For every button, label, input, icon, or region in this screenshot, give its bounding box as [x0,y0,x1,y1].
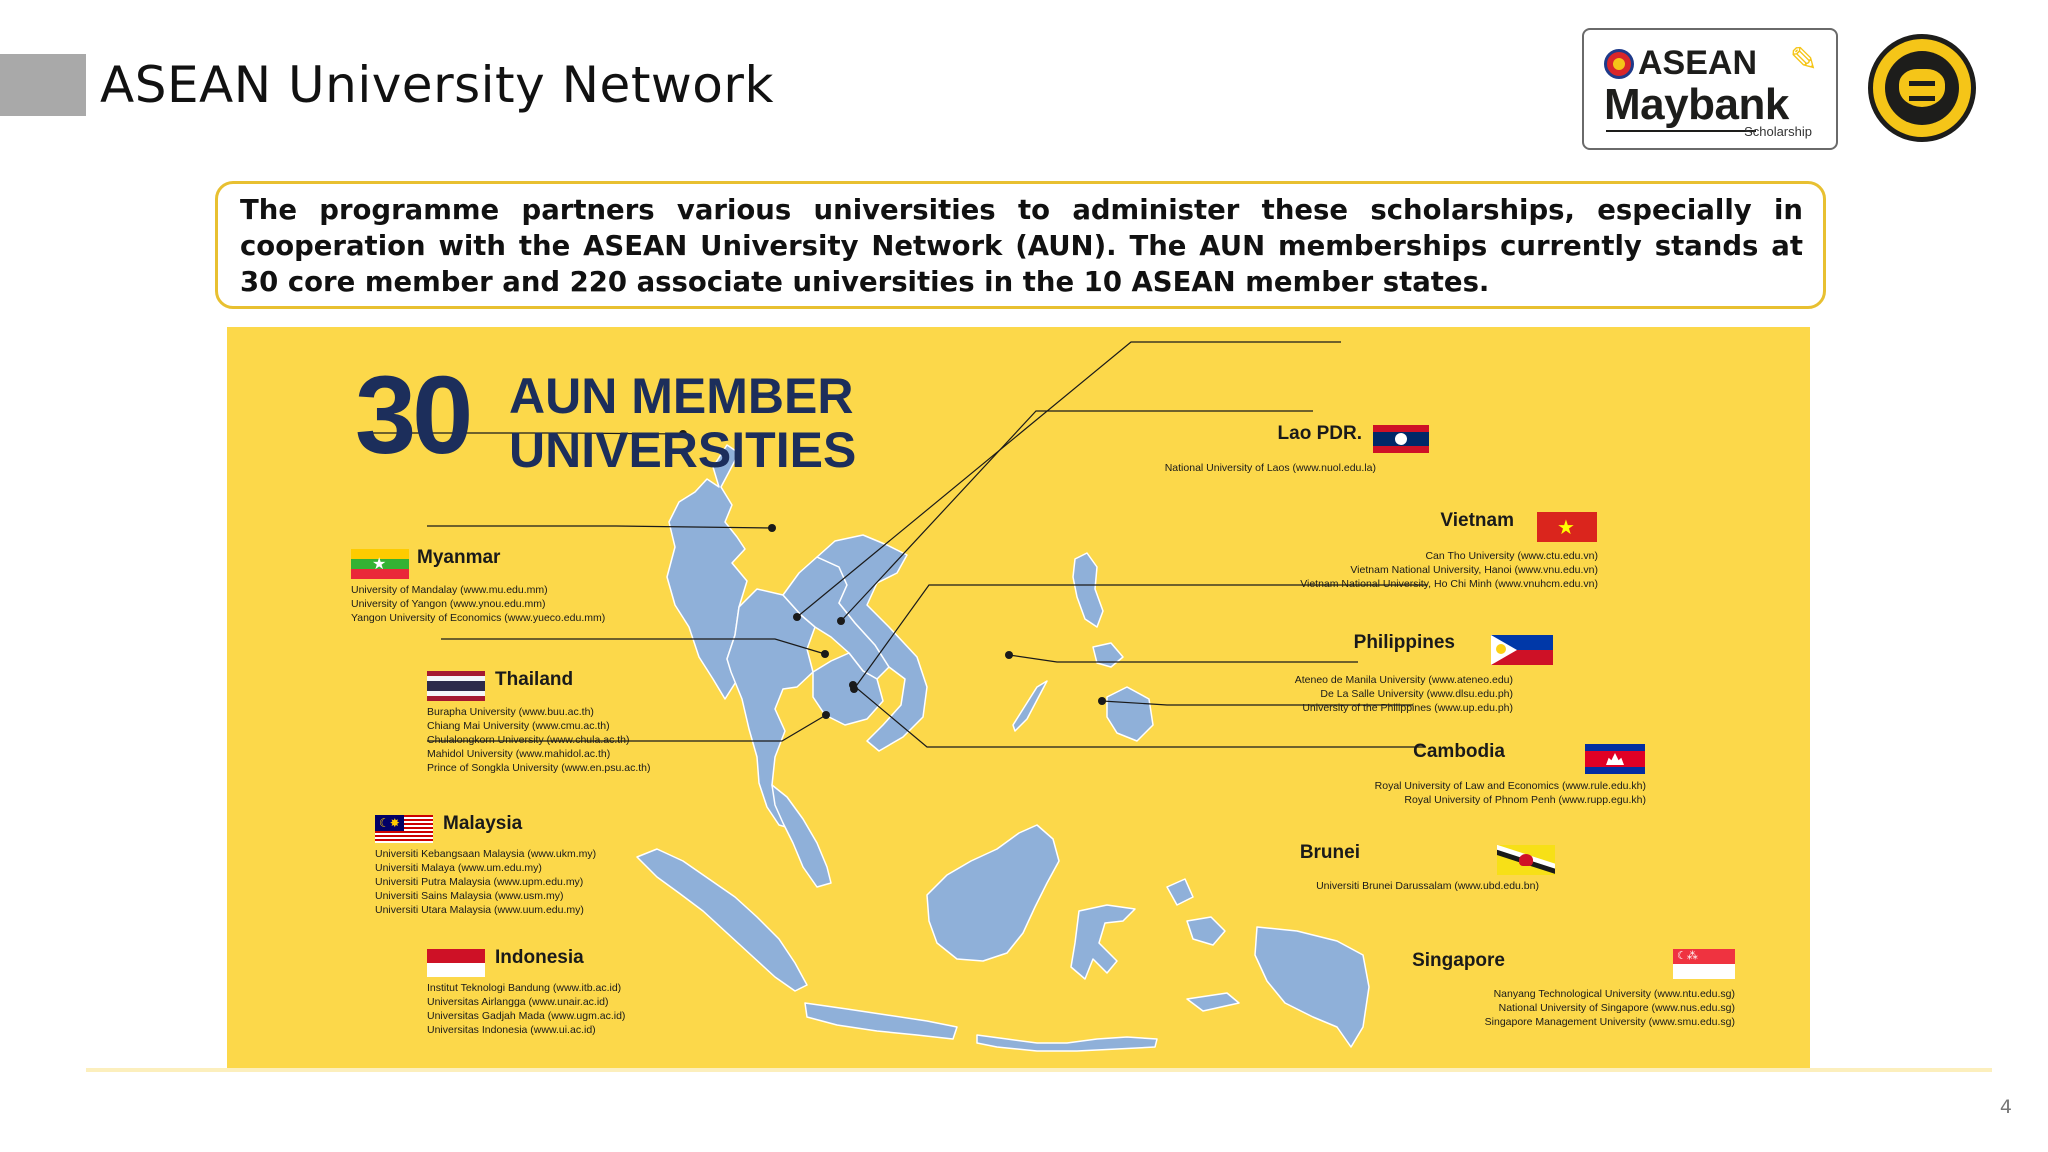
university-list-singapore [1485,987,1735,1029]
university-item: Burapha University (www.buu.ac.th) [427,706,594,718]
country-name-laos: Lao PDR. [1277,423,1362,444]
logo-asean [1604,44,1757,83]
myanmar-flag-icon: ★ [351,549,409,579]
poster-heading-line2: UNIVERSITIES [509,422,857,478]
tiger-face-icon [1885,51,1959,125]
country-name-myanmar: Myanmar [417,547,501,568]
university-item: Singapore Management University (www.smu.edu.sg) [1484,1016,1735,1028]
university-item: Vietnam National University, Hanoi (www.vnu.edu.vn) [1350,564,1598,576]
university-item: Vietnam National University, Ho Chi Minh (www.vnuhcm.edu.vn) [1300,578,1598,590]
university-item: Universiti Brunei Darussalam (www.ubd.edu.bn) [1316,880,1539,892]
university-list-cambodia [1375,779,1646,807]
country-name-philippines: Philippines [1353,632,1455,653]
page-number: 4 [1999,1096,2012,1118]
university-list-thailand [427,705,651,775]
marker-indonesia [822,711,830,719]
brunei-flag-icon [1497,845,1555,875]
title-accent-bar [0,54,86,116]
asean-emblem-icon [1604,49,1634,79]
map-papua [1255,927,1369,1047]
aun-member-poster [227,327,1810,1072]
map-timor [1187,993,1239,1011]
university-list-indonesia [427,981,625,1037]
university-item: Can Tho University (www.ctu.edu.vn) [1425,550,1598,562]
map-maluku [1187,917,1225,945]
singapore-flag-icon: ☾⁂ [1673,949,1735,979]
thailand-flag-icon [427,671,485,701]
leader-brunei [1009,655,1358,662]
country-name-brunei: Brunei [1299,842,1360,863]
philippines-flag-icon [1491,635,1553,665]
intro-callout [215,181,1826,309]
university-item: National University of Singapore (www.nus.edu.sg) [1498,1002,1735,1014]
country-name-thailand: Thailand [495,669,574,690]
university-list-myanmar [351,583,605,625]
country-name-singapore: Singapore [1412,950,1505,971]
logo-asean-text: ASEAN [1638,44,1758,82]
university-list-philippines [1295,673,1513,715]
university-item: Royal University of Phnom Penh (www.rupp.egu.kh) [1404,794,1646,806]
university-item: Universitas Gadjah Mada (www.ugm.ac.id) [427,1010,626,1022]
university-item: Universiti Sains Malaysia (www.usm.my) [375,890,564,902]
university-list-brunei [1316,879,1539,893]
poster-heading [509,369,856,477]
university-item: Yangon University of Economics (www.yueco.edu.mm) [351,612,606,624]
page-title: ASEAN University Network [100,56,774,114]
marker-brunei [1005,651,1013,659]
malaysia-flag-icon: ☾✸ [375,815,433,843]
university-item: Nanyang Technological University (www.ntu.edu.sg) [1493,988,1735,1000]
member-count: 30 [355,354,470,477]
map-java [805,1003,957,1039]
map-philippines-luzon [1073,553,1103,627]
university-item: Prince of Songkla University (www.en.psu.ac.th) [427,762,651,774]
vietnam-flag-icon: ★ [1537,512,1597,542]
marker-philippines [1098,697,1106,705]
university-list-laos [1165,461,1376,475]
university-item: University of the Philippines (www.up.edu.ph) [1302,702,1513,714]
poster-heading-line1: AUN MEMBER [509,368,854,424]
university-item: Royal University of Law and Economics (www.rule.edu.kh) [1374,780,1646,792]
marker-singapore [849,681,857,689]
university-item: De La Salle University (www.dlsu.edu.ph) [1320,688,1513,700]
marker-malaysia [821,650,829,658]
university-item: Chiang Mai University (www.cmu.ac.th) [427,720,610,732]
asean-maybank-scholarship-logo [1582,28,1838,150]
university-item: Ateneo de Manila University (www.ateneo.edu) [1294,674,1513,686]
map-philippines-visayas [1093,643,1123,667]
university-item: University of Yangon (www.ynou.edu.mm) [351,598,546,610]
country-name-malaysia: Malaysia [443,813,523,834]
maybank-tiger-logo-icon [1868,34,1976,142]
logo-underline [1606,130,1756,132]
map-peninsular-malaysia [772,785,831,887]
country-name-cambodia: Cambodia [1413,741,1505,762]
university-item: Universiti Kebangsaan Malaysia (www.ukm.my) [375,848,597,860]
marker-laos [793,613,801,621]
marker-vietnam [837,617,845,625]
university-item: Institut Teknologi Bandung (www.itb.ac.id) [427,982,622,994]
university-item: Universitas Airlangga (www.unair.ac.id) [427,996,609,1008]
university-item: University of Mandalay (www.mu.edu.mm) [351,584,548,596]
footer-divider [86,1068,1992,1072]
map-borneo [927,825,1059,961]
university-list-vietnam [1300,549,1598,591]
map-sulawesi [1071,905,1135,979]
university-item: Universitas Indonesia (www.ui.ac.id) [427,1024,596,1036]
university-item: Chulalongkorn University (www.chula.ac.th) [427,734,630,746]
laos-flag-icon [1373,425,1429,453]
university-item: Mahidol University (www.mahidol.ac.th) [427,748,611,760]
country-name-vietnam: Vietnam [1440,510,1514,531]
pen-icon: ✎ [1789,40,1818,80]
intro-text: The programme partners various universities to administer these scholarships, especially in cooperation with the ASEAN University Network (AUN). The AUN memberships currently stands at 30 core member and 220 associate universities in the 10 ASEAN member states. [240,194,1803,298]
marker-thailand [768,524,776,532]
university-item: Universiti Malaya (www.um.edu.my) [375,862,542,874]
university-item: Universiti Utara Malaysia (www.uum.edu.my) [375,904,584,916]
university-list-malaysia [375,847,596,917]
map-thailand [727,589,815,829]
cambodia-flag-icon [1585,744,1645,774]
university-item: Universiti Putra Malaysia (www.upm.edu.my) [375,876,584,888]
indonesia-flag-icon [427,949,485,977]
map-halmahera [1167,879,1193,905]
map-sumatra [637,849,807,991]
logo-scholarship-text: Scholarship [1744,124,1812,139]
map-philippines-mindanao [1107,687,1153,741]
university-item: National University of Laos (www.nuol.edu.la) [1164,462,1376,474]
logo-maybank-text: Maybank [1604,80,1789,129]
country-name-indonesia: Indonesia [495,947,584,968]
map-philippines-palawan [1013,681,1047,731]
map-nusa-tenggara [977,1035,1157,1051]
